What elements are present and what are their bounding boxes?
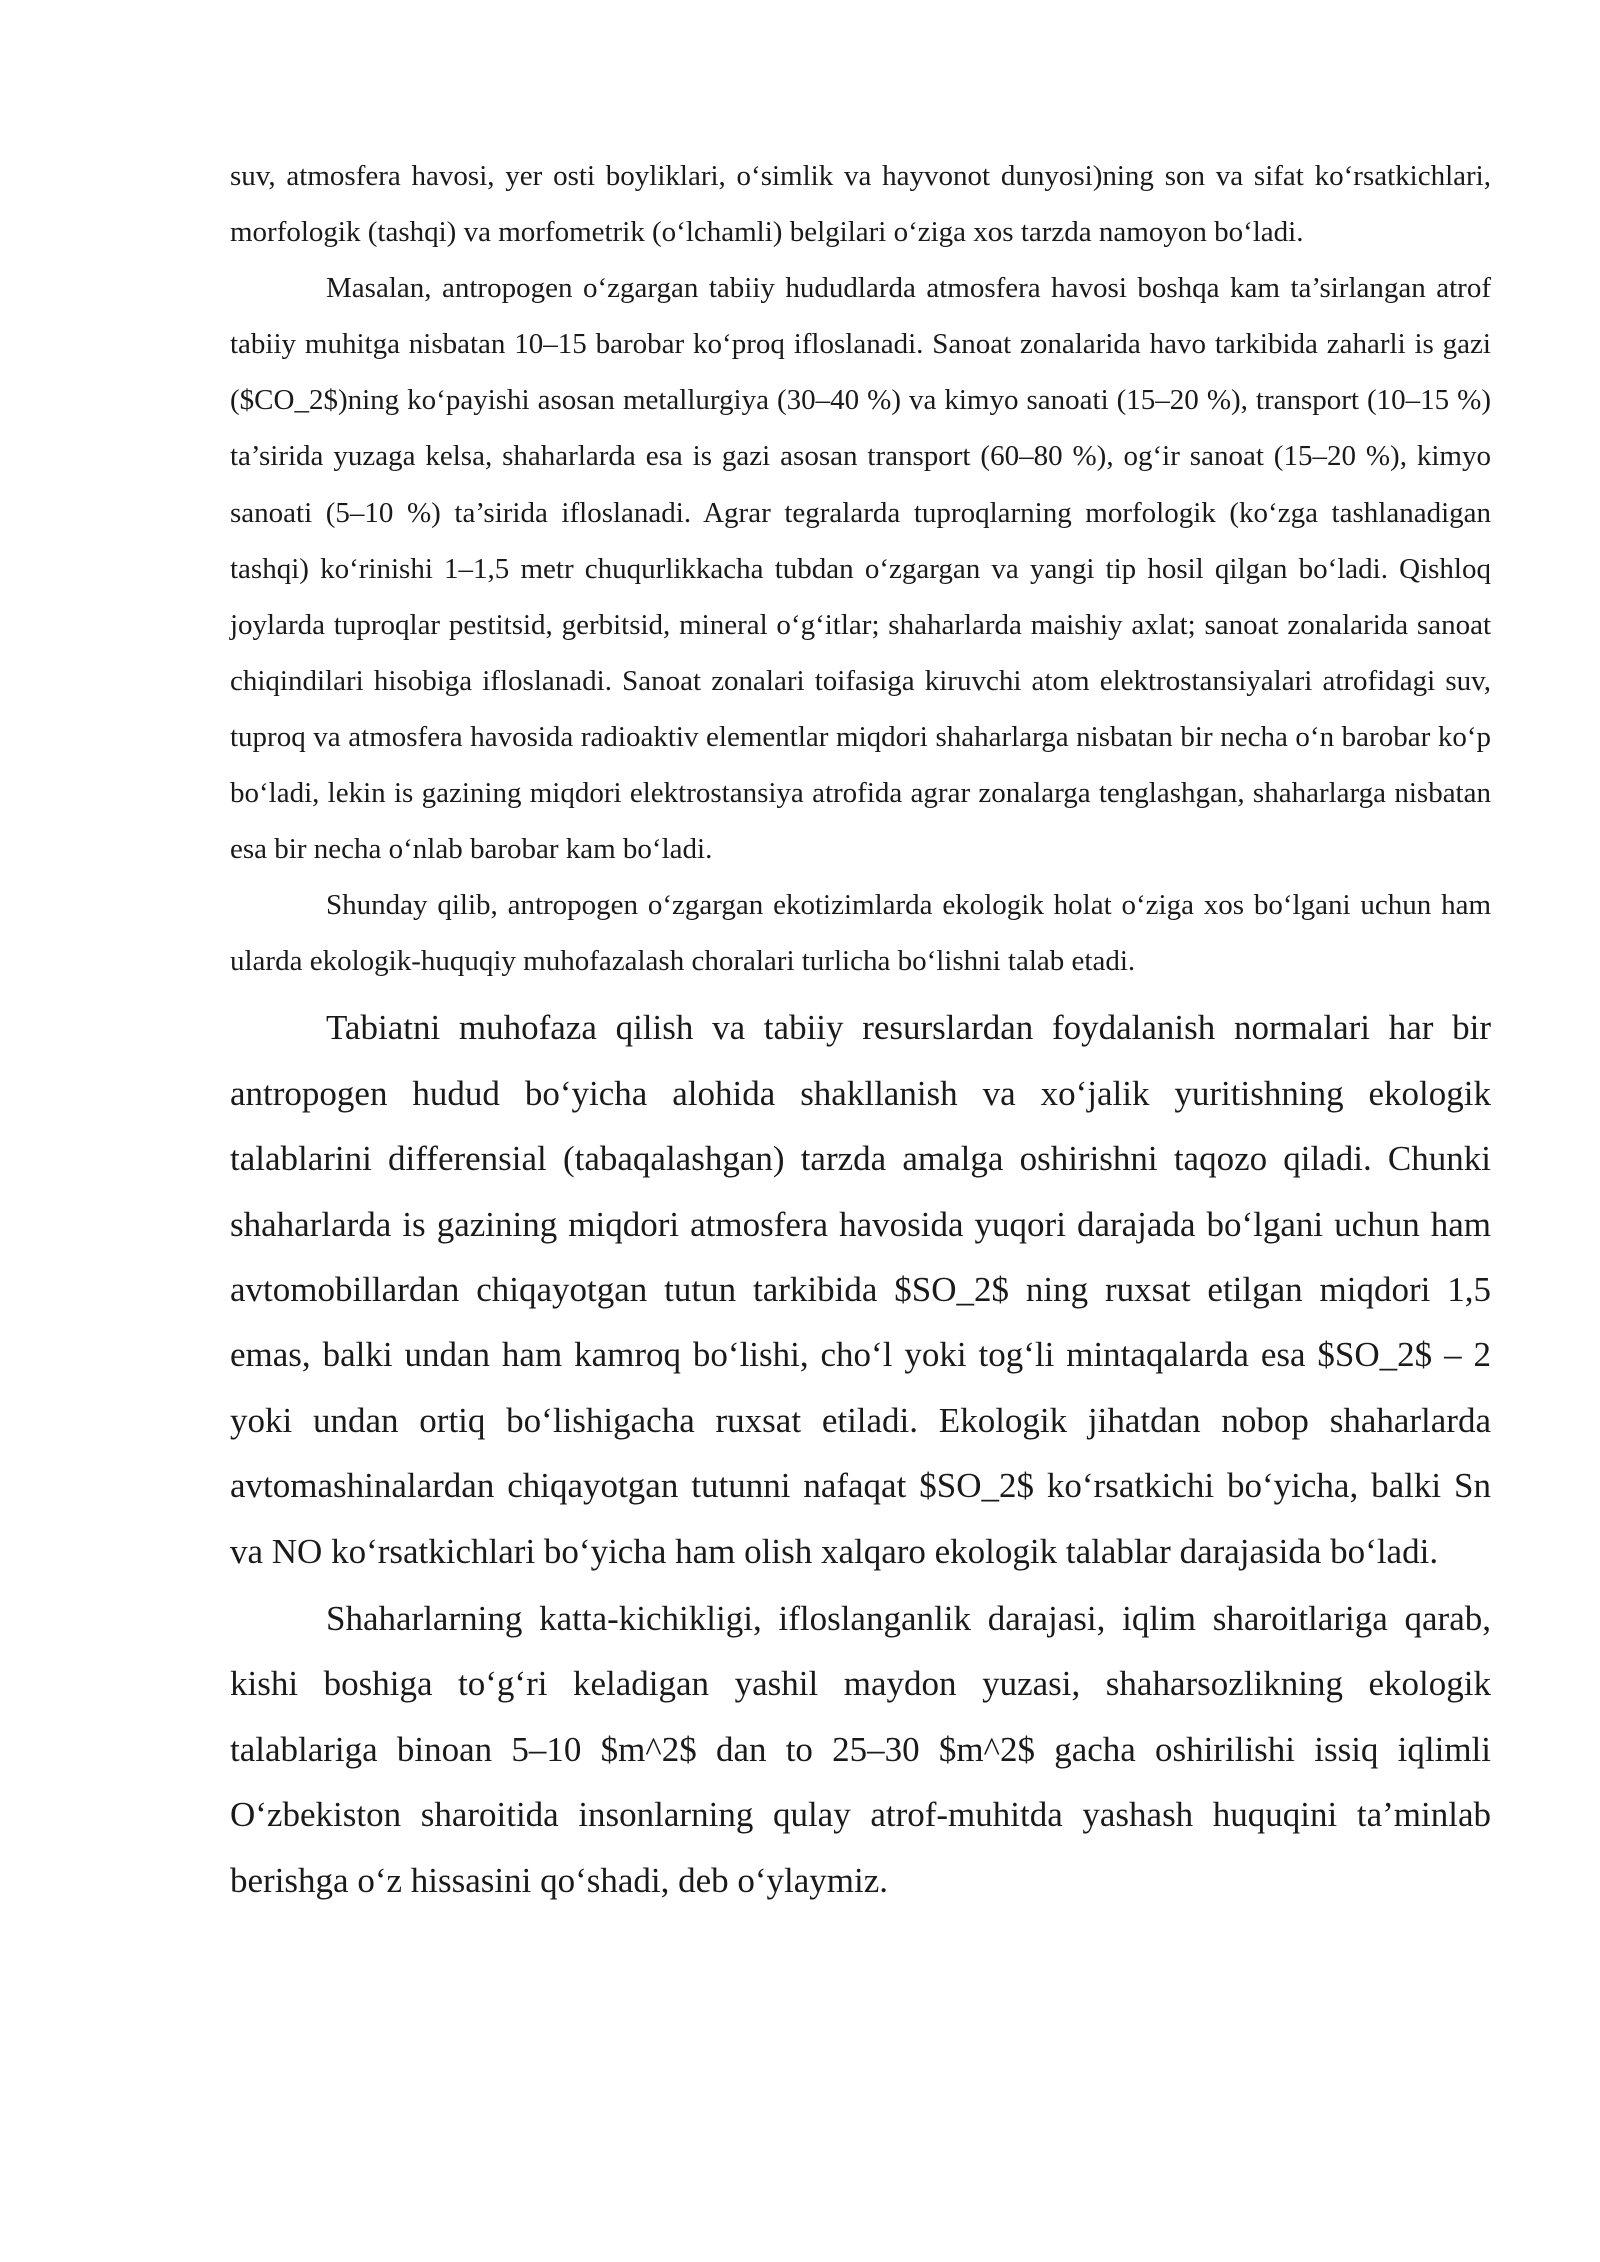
paragraph-conclusion: Shunday qilib, antropogen o‘zgargan ekotizimlarda ekologik holat o‘ziga xos bo‘lgani uchun ham ularda ekologik-huquqiy muhofazalash choralari turlicha bo‘lishni talab etadi. bbox=[230, 889, 1491, 978]
paragraph-protection-norms: Tabiatni muhofaza qilish va tabiiy resurslardan foydalanish normalari har bir antropogen hudud bo‘yicha alohida shakllanish va xo‘jalik yuritishning ekologik talablarini differensial (tabaqalashgan) tarzda amalga oshirishni taqozo qiladi. Chunki shaharlarda is gazining miqdori atmosfera havosida yuqori darajada bo‘lgani uchun ham avtomobillardan chiqayotgan tutun tarkibida $SO_2$ ning ruxsat etilgan miqdori 1,5 emas, balki undan ham kamroq bo‘lishi, cho‘l yoki tog‘li mintaqalarda esa $SO_2$ – 2 yoki undan ortiq bo‘lishigacha ruxsat etiladi. Ekologik jihatdan nobop shaharlarda avtomashinalardan chiqayotgan tutunni nafaqat $SO_2$ ko‘rsatkichi bo‘yicha, balki Sn va NO ko‘rsatkichlari bo‘yicha ham olish xalqaro ekologik talablar darajasida bo‘ladi. bbox=[230, 1008, 1491, 1571]
paragraph-pollution-levels: Masalan, antropogen o‘zgargan tabiiy hududlarda atmosfera havosi boshqa kam ta’sirlangan atrof tabiiy muhitga nisbatan 10–15 barobar ko‘proq ifloslanadi. Sanoat zonalarida havo tarkibida zaharli is gazi ($CO_2$)ning ko‘payishi asosan metallurgiya (30–40 %) va kimyo sanoati (15–20 %), transport (10–15 %) ta’sirida yuzaga kelsa, shaharlarda esa is gazi asosan transport (60–80 %), og‘ir sanoat (15–20 %), kimyo sanoati (5–10 %) ta’sirida ifloslanadi. Agrar tegralarda tuproqlarning morfologik (ko‘zga tashlanadigan tashqi) ko‘rinishi 1–1,5 metr chuqurlikkacha tubdan o‘zgargan va yangi tip hosil qilgan bo‘ladi. Qishloq joylarda tuproqlar pestitsid, gerbitsid, mineral o‘g‘itlar; shaharlarda maishiy axlat; sanoat zonalarida sanoat chiqindilari hisobiga ifloslanadi. Sanoat zonalari toifasiga kiruvchi atom elektrostansiyalari atrofidagi suv, tuproq va atmosfera havosida radioaktiv elementlar miqdori shaharlarga nisbatan bir necha o‘n barobar ko‘p bo‘ladi, lekin is gazining miqdori elektrostansiya atrofida agrar zonalarga tenglashgan, shaharlarga nisbatan esa bir necha o‘nlab barobar kam bo‘ladi. bbox=[230, 272, 1491, 866]
paragraph-continuation: suv, atmosfera havosi, yer osti boyliklari, o‘simlik va hayvonot dunyosi)ning son va sifat ko‘rsatkichlari, morfologik (tashqi) va morfometrik (o‘lchamli) belgilari o‘ziga xos tarzda namoyon bo‘ladi. bbox=[230, 160, 1491, 249]
page-body bbox=[230, 148, 1491, 1913]
paragraph-green-space: Shaharlarning katta-kichikligi, ifloslanganlik darajasi, iqlim sharoitlariga qarab, kishi boshiga to‘g‘ri keladigan yashil maydon yuzasi, shaharsozlikning ekologik talablariga binoan 5–10 $m^2$ dan to 25–30 $m^2$ gacha oshirilishi issiq iqlimli O‘zbekiston sharoitida insonlarning qulay atrof-muhitda yashash huquqini ta’minlab berishga o‘z hissasini qo‘shadi, deb o‘ylaymiz. bbox=[230, 1599, 1491, 1900]
